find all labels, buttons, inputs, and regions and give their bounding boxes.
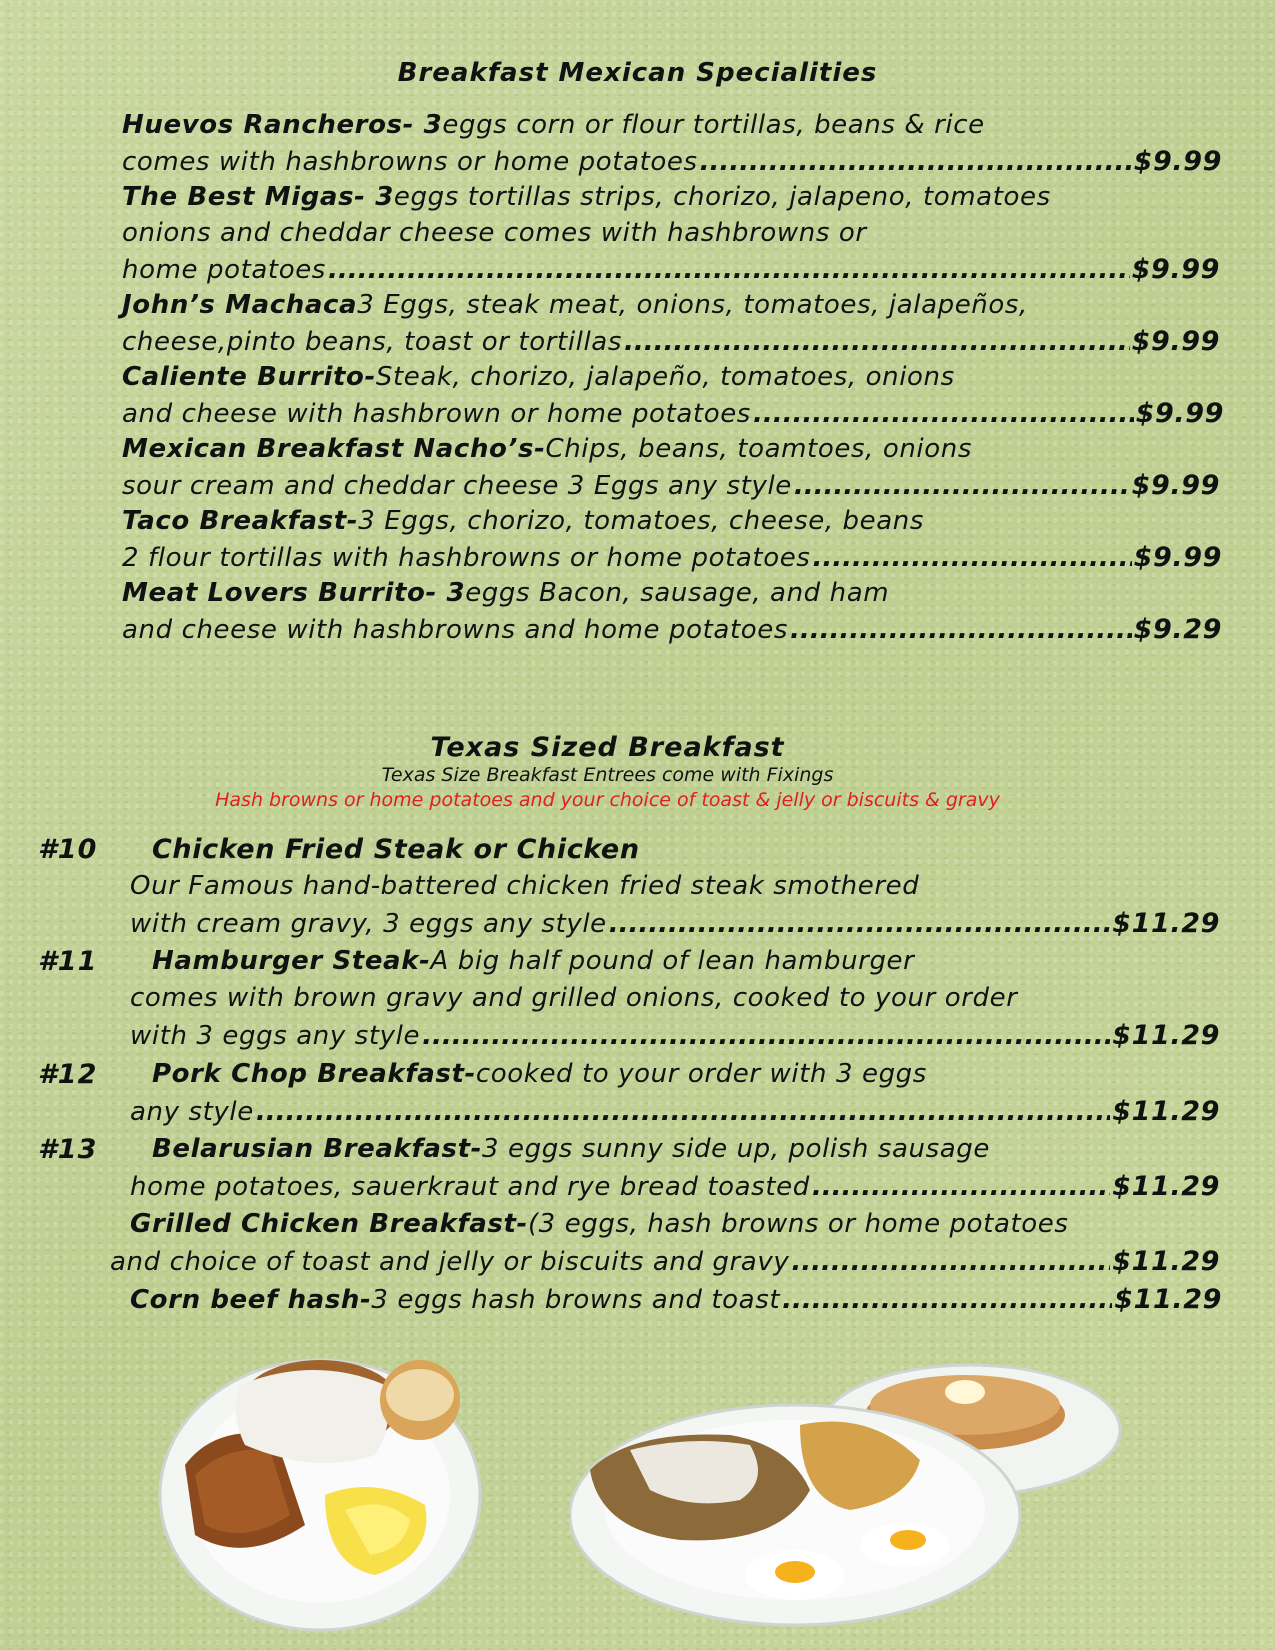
item-number: #12 — [38, 1059, 98, 1090]
food-photo-breakfast-plate — [570, 1350, 1150, 1640]
menu-item-line: John’s Machaca 3 Eggs, steak meat, onions, tomatoes, jalapeños, — [122, 290, 1028, 320]
item-name: Meat Lovers Burrito- 3 — [122, 578, 466, 608]
menu-item-line: comes with brown gravy and grilled onions, cooked to your order — [130, 983, 1018, 1013]
item-price: $9.99 — [1131, 326, 1220, 357]
food-photo-chicken-fried-steak — [155, 1345, 495, 1635]
section-title-mexican: Breakfast Mexican Specialities — [397, 58, 878, 88]
menu-item-line: 2 flour tortillas with hashbrowns or home potatoes ..... $9.99 — [122, 542, 1222, 573]
menu-item-line: with cream gravy, 3 eggs any style ..... $11.29 — [130, 908, 1220, 939]
item-price: $9.99 — [1133, 146, 1222, 177]
item-name: Chicken Fried Steak or Chicken — [152, 834, 640, 865]
menu-item-line: Our Famous hand-battered chicken fried steak smothered — [130, 871, 920, 901]
item-price: $9.99 — [1131, 470, 1220, 501]
item-name: Huevos Rancheros- 3 — [122, 110, 443, 140]
menu-item-line: Grilled Chicken Breakfast- (3 eggs, hash browns or home potatoes — [130, 1209, 1069, 1239]
menu-item-line: and cheese with hashbrowns and home potatoes ..... $9.29 — [122, 614, 1222, 645]
item-price: $11.29 — [1112, 1096, 1220, 1127]
menu-item-line: Huevos Rancheros- 3 eggs corn or flour tortillas, beans & rice — [122, 110, 985, 140]
menu-item-line: and cheese with hashbrown or home potatoes ..... $9.99 — [122, 398, 1224, 429]
item-name: Mexican Breakfast Nacho’s- — [122, 434, 546, 464]
item-number: #10 — [38, 834, 98, 865]
item-number: #11 — [38, 946, 98, 977]
item-name: Hamburger Steak- — [152, 946, 431, 976]
menu-item-line — [152, 834, 640, 865]
item-name: Caliente Burrito- — [122, 362, 376, 392]
item-price: $9.29 — [1133, 614, 1222, 645]
menu-item-line: The Best Migas- 3 eggs tortillas strips, chorizo, jalapeno, tomatoes — [122, 182, 1051, 212]
section-note: Hash browns or home potatoes and your choice of toast & jelly or biscuits & gravy — [215, 789, 1000, 811]
item-price: $9.99 — [1133, 542, 1222, 573]
item-price: $11.29 — [1112, 908, 1220, 939]
item-price: $9.99 — [1135, 398, 1224, 429]
menu-item-line: with 3 eggs any style ..... $11.29 — [130, 1020, 1220, 1051]
menu-item-line: cheese,pinto beans, toast or tortillas ..... $9.99 — [122, 326, 1220, 357]
item-price: $9.99 — [1131, 254, 1220, 285]
menu-item-line: home potatoes ..... $9.99 — [122, 254, 1220, 285]
menu-item-line: Pork Chop Breakfast- cooked to your order with 3 eggs — [152, 1059, 927, 1089]
menu-item-line: sour cream and cheddar cheese 3 Eggs any style ..... $9.99 — [122, 470, 1220, 501]
menu-item-line: comes with hashbrowns or home potatoes ..... $9.99 — [122, 146, 1222, 177]
item-name: Belarusian Breakfast- — [152, 1134, 482, 1164]
item-name: John’s Machaca — [122, 290, 358, 320]
item-name: Taco Breakfast- — [122, 506, 359, 536]
menu-item-line: any style ..... $11.29 — [130, 1096, 1220, 1127]
item-name: Corn beef hash- — [130, 1285, 372, 1315]
item-name: Grilled Chicken Breakfast- — [130, 1209, 528, 1239]
menu-item-line: Meat Lovers Burrito- 3 eggs Bacon, sausage, and ham — [122, 578, 890, 608]
menu-item-line: Belarusian Breakfast- 3 eggs sunny side up, polish sausage — [152, 1134, 990, 1164]
menu-item-line: home potatoes, sauerkraut and rye bread toasted ..... $11.29 — [130, 1171, 1220, 1202]
menu-item-line: onions and cheddar cheese comes with hashbrowns or — [122, 218, 867, 248]
menu-item-line: Taco Breakfast- 3 Eggs, chorizo, tomatoes, cheese, beans — [122, 506, 925, 536]
menu-item-line: Caliente Burrito- Steak, chorizo, jalapeño, tomatoes, onions — [122, 362, 955, 392]
item-price: $11.29 — [1112, 1171, 1220, 1202]
item-name: The Best Migas- 3 — [122, 182, 394, 212]
menu-item-line: Mexican Breakfast Nacho’s- Chips, beans, toamtoes, onions — [122, 434, 972, 464]
section-subtitle: Texas Size Breakfast Entrees come with Fixings — [381, 764, 834, 786]
menu-item-line: Hamburger Steak- A big half pound of lean hamburger — [152, 946, 915, 976]
item-price: $11.29 — [1112, 1020, 1220, 1051]
item-name: Pork Chop Breakfast- — [152, 1059, 476, 1089]
section-title-texas: Texas Sized Breakfast — [430, 732, 785, 763]
item-number: #13 — [38, 1134, 98, 1165]
menu-item-line: Corn beef hash- 3 eggs hash browns and toast ..... $11.29 — [130, 1284, 1222, 1315]
menu-item-line: and choice of toast and jelly or biscuits and gravy ..... $11.29 — [110, 1246, 1220, 1277]
item-price: $11.29 — [1114, 1284, 1222, 1315]
item-price: $11.29 — [1112, 1246, 1220, 1277]
